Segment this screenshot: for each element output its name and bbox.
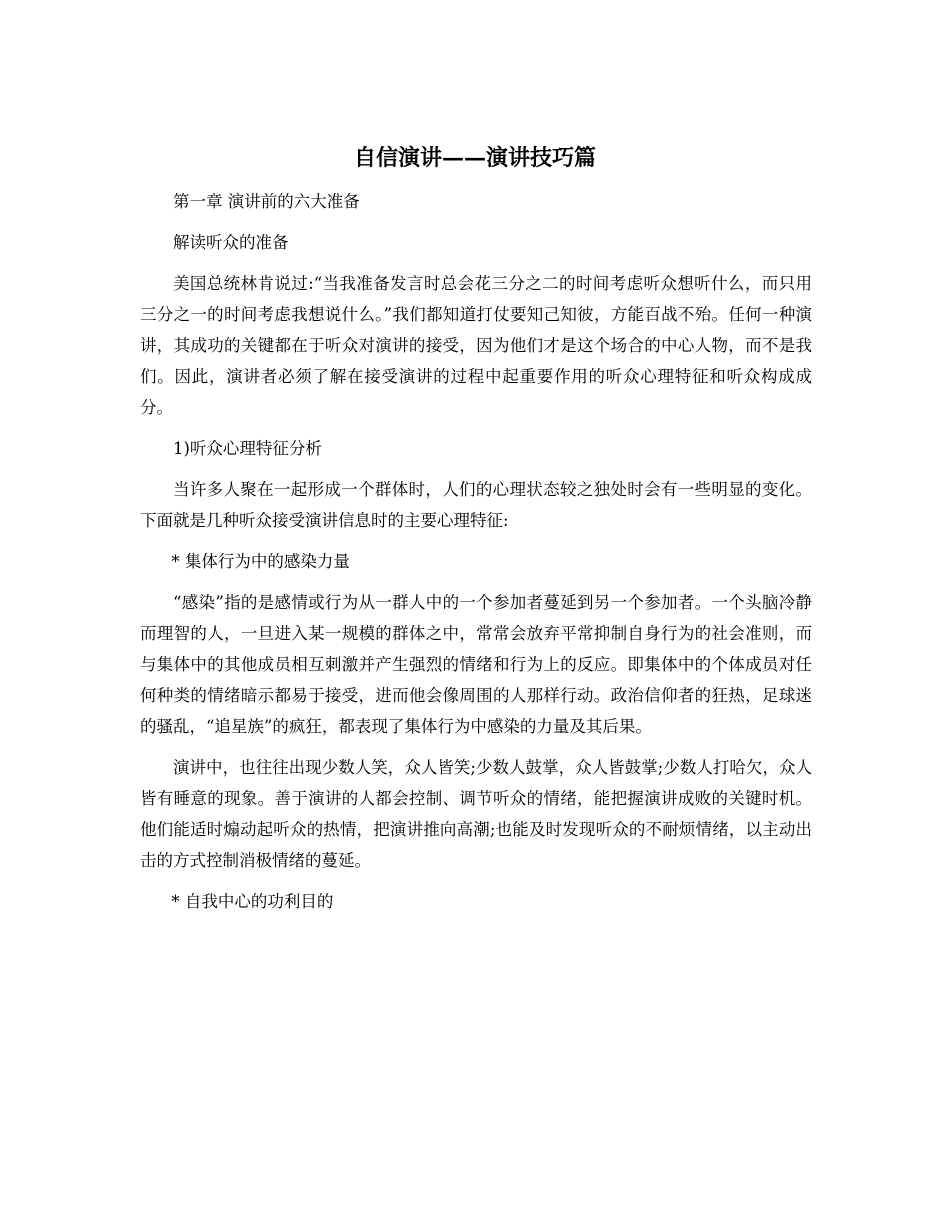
paragraph: “感染”指的是感情或行为从一群人中的一个参加者蔓延到另一个参加者。一个头脑冷静而理智的人，一旦进入某一规模的群体之中，常常会放弃平常抑制自身行为的社会准则，而与集体中的其他成员相互刺激并产生强烈的情绪和行为上的反应。即集体中的个体成员对任何种类的情绪暗示都易于接受，进而他会像周围的人那样行动。政治信仰者的狂热，足球迷的骚乱，“追星族”的疯狂，都表现了集体行为中感染的力量及其后果。 <box>140 593 812 736</box>
bullet-heading: * 集体行为中的感染力量 <box>171 552 350 571</box>
paragraph: 演讲中，也往往出现少数人笑，众人皆笑;少数人鼓掌，众人皆鼓掌;少数人打哈欠，众人皆有睡意的现象。善于演讲的人都会控制、调节听众的情绪，能把握演讲成败的关键时机。他们能适时煽动起听众的热情，把演讲推向高潮;也能及时发现听众的不耐烦情绪，以主动出击的方式控制消极情绪的蔓延。 <box>140 758 812 870</box>
paragraph: 当许多人聚在一起形成一个群体时，人们的心理状态较之独处时会有一些明显的变化。下面就是几种听众接受演讲信息时的主要心理特征: <box>140 480 812 530</box>
bullet-heading: * 自我中心的功利目的 <box>171 892 334 911</box>
paragraph: 美国总统林肯说过:“当我准备发言时总会花三分之二的时间考虑听众想听什么，而只用三分之一的时间考虑我想说什么。”我们都知道打仗要知己知彼，方能百战不殆。任何一种演讲，其成功的关键都在于听众对演讲的接受，因为他们才是这个场合的中心人物，而不是我们。因此，演讲者必须了解在接受演讲的过程中起重要作用的听众心理特征和听众构成成分。 <box>140 274 812 417</box>
section-heading: 解读听众的准备 <box>173 233 289 252</box>
document-title: 自信演讲——演讲技巧篇 <box>353 145 596 171</box>
document-body <box>140 186 812 927</box>
subsection-heading: 1)听众心理特征分析 <box>173 439 322 458</box>
chapter-heading: 第一章 演讲前的六大准备 <box>173 192 360 211</box>
